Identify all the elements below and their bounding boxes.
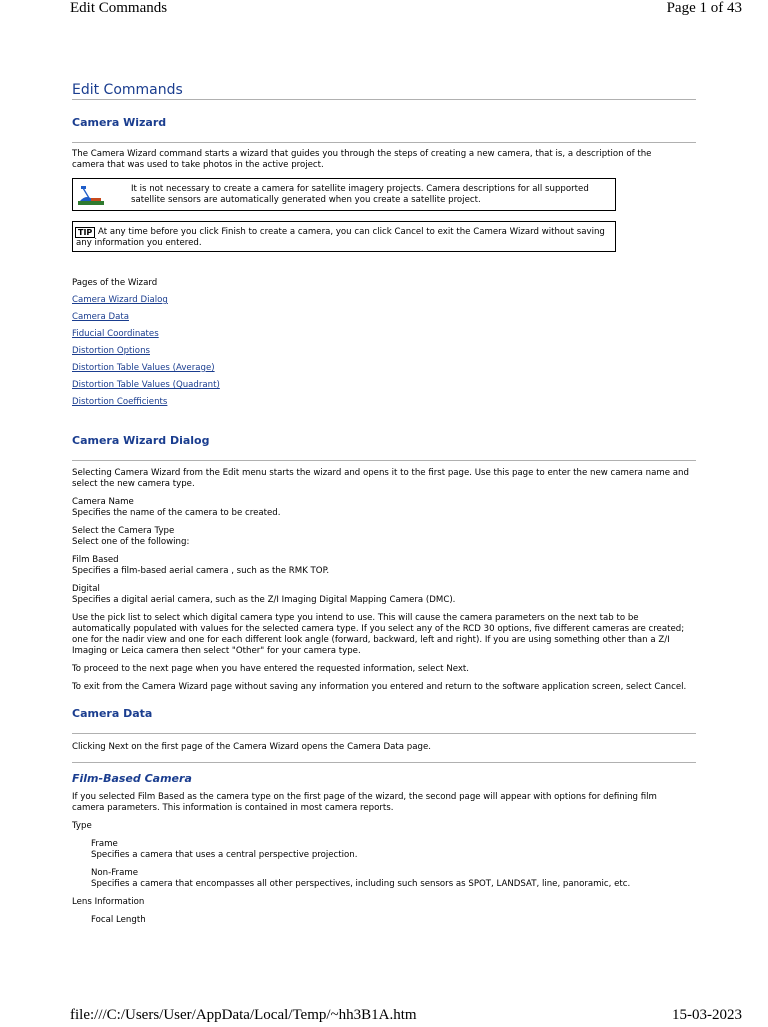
pages-of-wizard-label: Pages of the Wizard <box>72 278 158 288</box>
link-distortion-table-average[interactable]: Distortion Table Values (Average) <box>72 363 215 373</box>
wizard-pages-list <box>72 295 696 408</box>
satellite-note-icon <box>78 185 104 205</box>
wizard-dialog-intro: Selecting Camera Wizard from the Edit menu starts the wizard and opens it to the first page. Use this page to enter the new camera name and select the new camera type. <box>72 468 689 489</box>
camera-name-desc: Specifies the name of the camera to be created. <box>72 508 281 518</box>
camera-data-paragraph: Clicking Next on the first page of the Camera Wizard opens the Camera Data page. <box>72 742 431 752</box>
frame-label: Frame <box>91 839 118 849</box>
print-footer-date: 15-03-2023 <box>672 1007 742 1023</box>
frame-desc: Specifies a camera that uses a central perspective projection. <box>91 850 358 860</box>
picklist-paragraph: Use the pick list to select which digital camera type you intend to use. This will cause the camera parameters on the next tab to be automatically populated with values for the selected camera type. If you select any of the RCD 30 options, five different cameras are created; one for the nadir view and one for each different look angle (forward, backward, left and right). If you are using something other than a Z/I Imaging or Leica camera then select "Other" for your camera type. <box>72 613 685 656</box>
film-based-camera-heading: Film-Based Camera <box>72 772 192 785</box>
lens-information-label: Lens Information <box>72 897 145 907</box>
print-footer-path: file:///C:/Users/User/AppData/Local/Temp/~hh3B1A.htm <box>70 1007 417 1023</box>
type-label: Type <box>72 821 92 831</box>
exit-paragraph: To exit from the Camera Wizard page without saving any information you entered and return to the software application screen, select Cancel. <box>72 682 687 692</box>
digital-desc: Specifies a digital aerial camera, such as the Z/I Imaging Digital Mapping Camera (DMC). <box>72 595 456 605</box>
tip-box <box>72 221 616 252</box>
non-frame-desc: Specifies a camera that encompasses all other perspectives, including such sensors as SPOT, LANDSAT, line, panoramic, etc. <box>91 879 631 889</box>
note-text: It is not necessary to create a camera for satellite imagery projects. Camera descriptions for all supported satellite sensors are automatically generated when you create a satellite project. <box>131 184 589 205</box>
document-title: Edit Commands <box>72 82 696 100</box>
print-header-page: Page 1 of 43 <box>666 0 742 16</box>
camera-name-label: Camera Name <box>72 497 134 507</box>
link-camera-data[interactable]: Camera Data <box>72 312 129 322</box>
proceed-paragraph: To proceed to the next page when you have entered the requested information, select Next. <box>72 664 470 674</box>
focal-length-label: Focal Length <box>91 915 146 925</box>
print-header <box>70 0 742 20</box>
camera-data-heading: Camera Data <box>72 707 696 734</box>
camera-wizard-dialog-heading: Camera Wizard Dialog <box>72 434 696 461</box>
link-distortion-coefficients[interactable]: Distortion Coefficients <box>72 397 168 407</box>
print-footer <box>70 1007 742 1027</box>
camera-type-desc: Select one of the following: <box>72 537 190 547</box>
camera-type-label: Select the Camera Type <box>72 526 175 536</box>
camera-wizard-intro: The Camera Wizard command starts a wizard that guides you through the steps of creating a new camera, that is, a description of the camera that was used to take photos in the active project. <box>72 149 652 170</box>
film-based-camera-intro: If you selected Film Based as the camera type on the first page of the wizard, the second page will appear with options for defining film camera parameters. This information is contained in most camera reports. <box>72 792 657 813</box>
tip-badge: TIP <box>75 227 95 238</box>
print-header-title: Edit Commands <box>70 0 168 16</box>
non-frame-label: Non-Frame <box>91 868 139 878</box>
link-camera-wizard-dialog[interactable]: Camera Wizard Dialog <box>72 295 168 305</box>
tip-text: At any time before you click Finish to create a camera, you can click Cancel to exit the Camera Wizard without saving any information you entered. <box>76 227 605 248</box>
digital-label: Digital <box>72 584 100 594</box>
link-fiducial-coordinates[interactable]: Fiducial Coordinates <box>72 329 159 339</box>
film-based-label: Film Based <box>72 555 119 565</box>
link-distortion-options[interactable]: Distortion Options <box>72 346 150 356</box>
note-box <box>72 178 616 211</box>
camera-wizard-heading: Camera Wizard <box>72 116 696 143</box>
film-based-desc: Specifies a film-based aerial camera , such as the RMK TOP. <box>72 566 330 576</box>
document-body <box>72 82 696 926</box>
link-distortion-table-quadrant[interactable]: Distortion Table Values (Quadrant) <box>72 380 220 390</box>
